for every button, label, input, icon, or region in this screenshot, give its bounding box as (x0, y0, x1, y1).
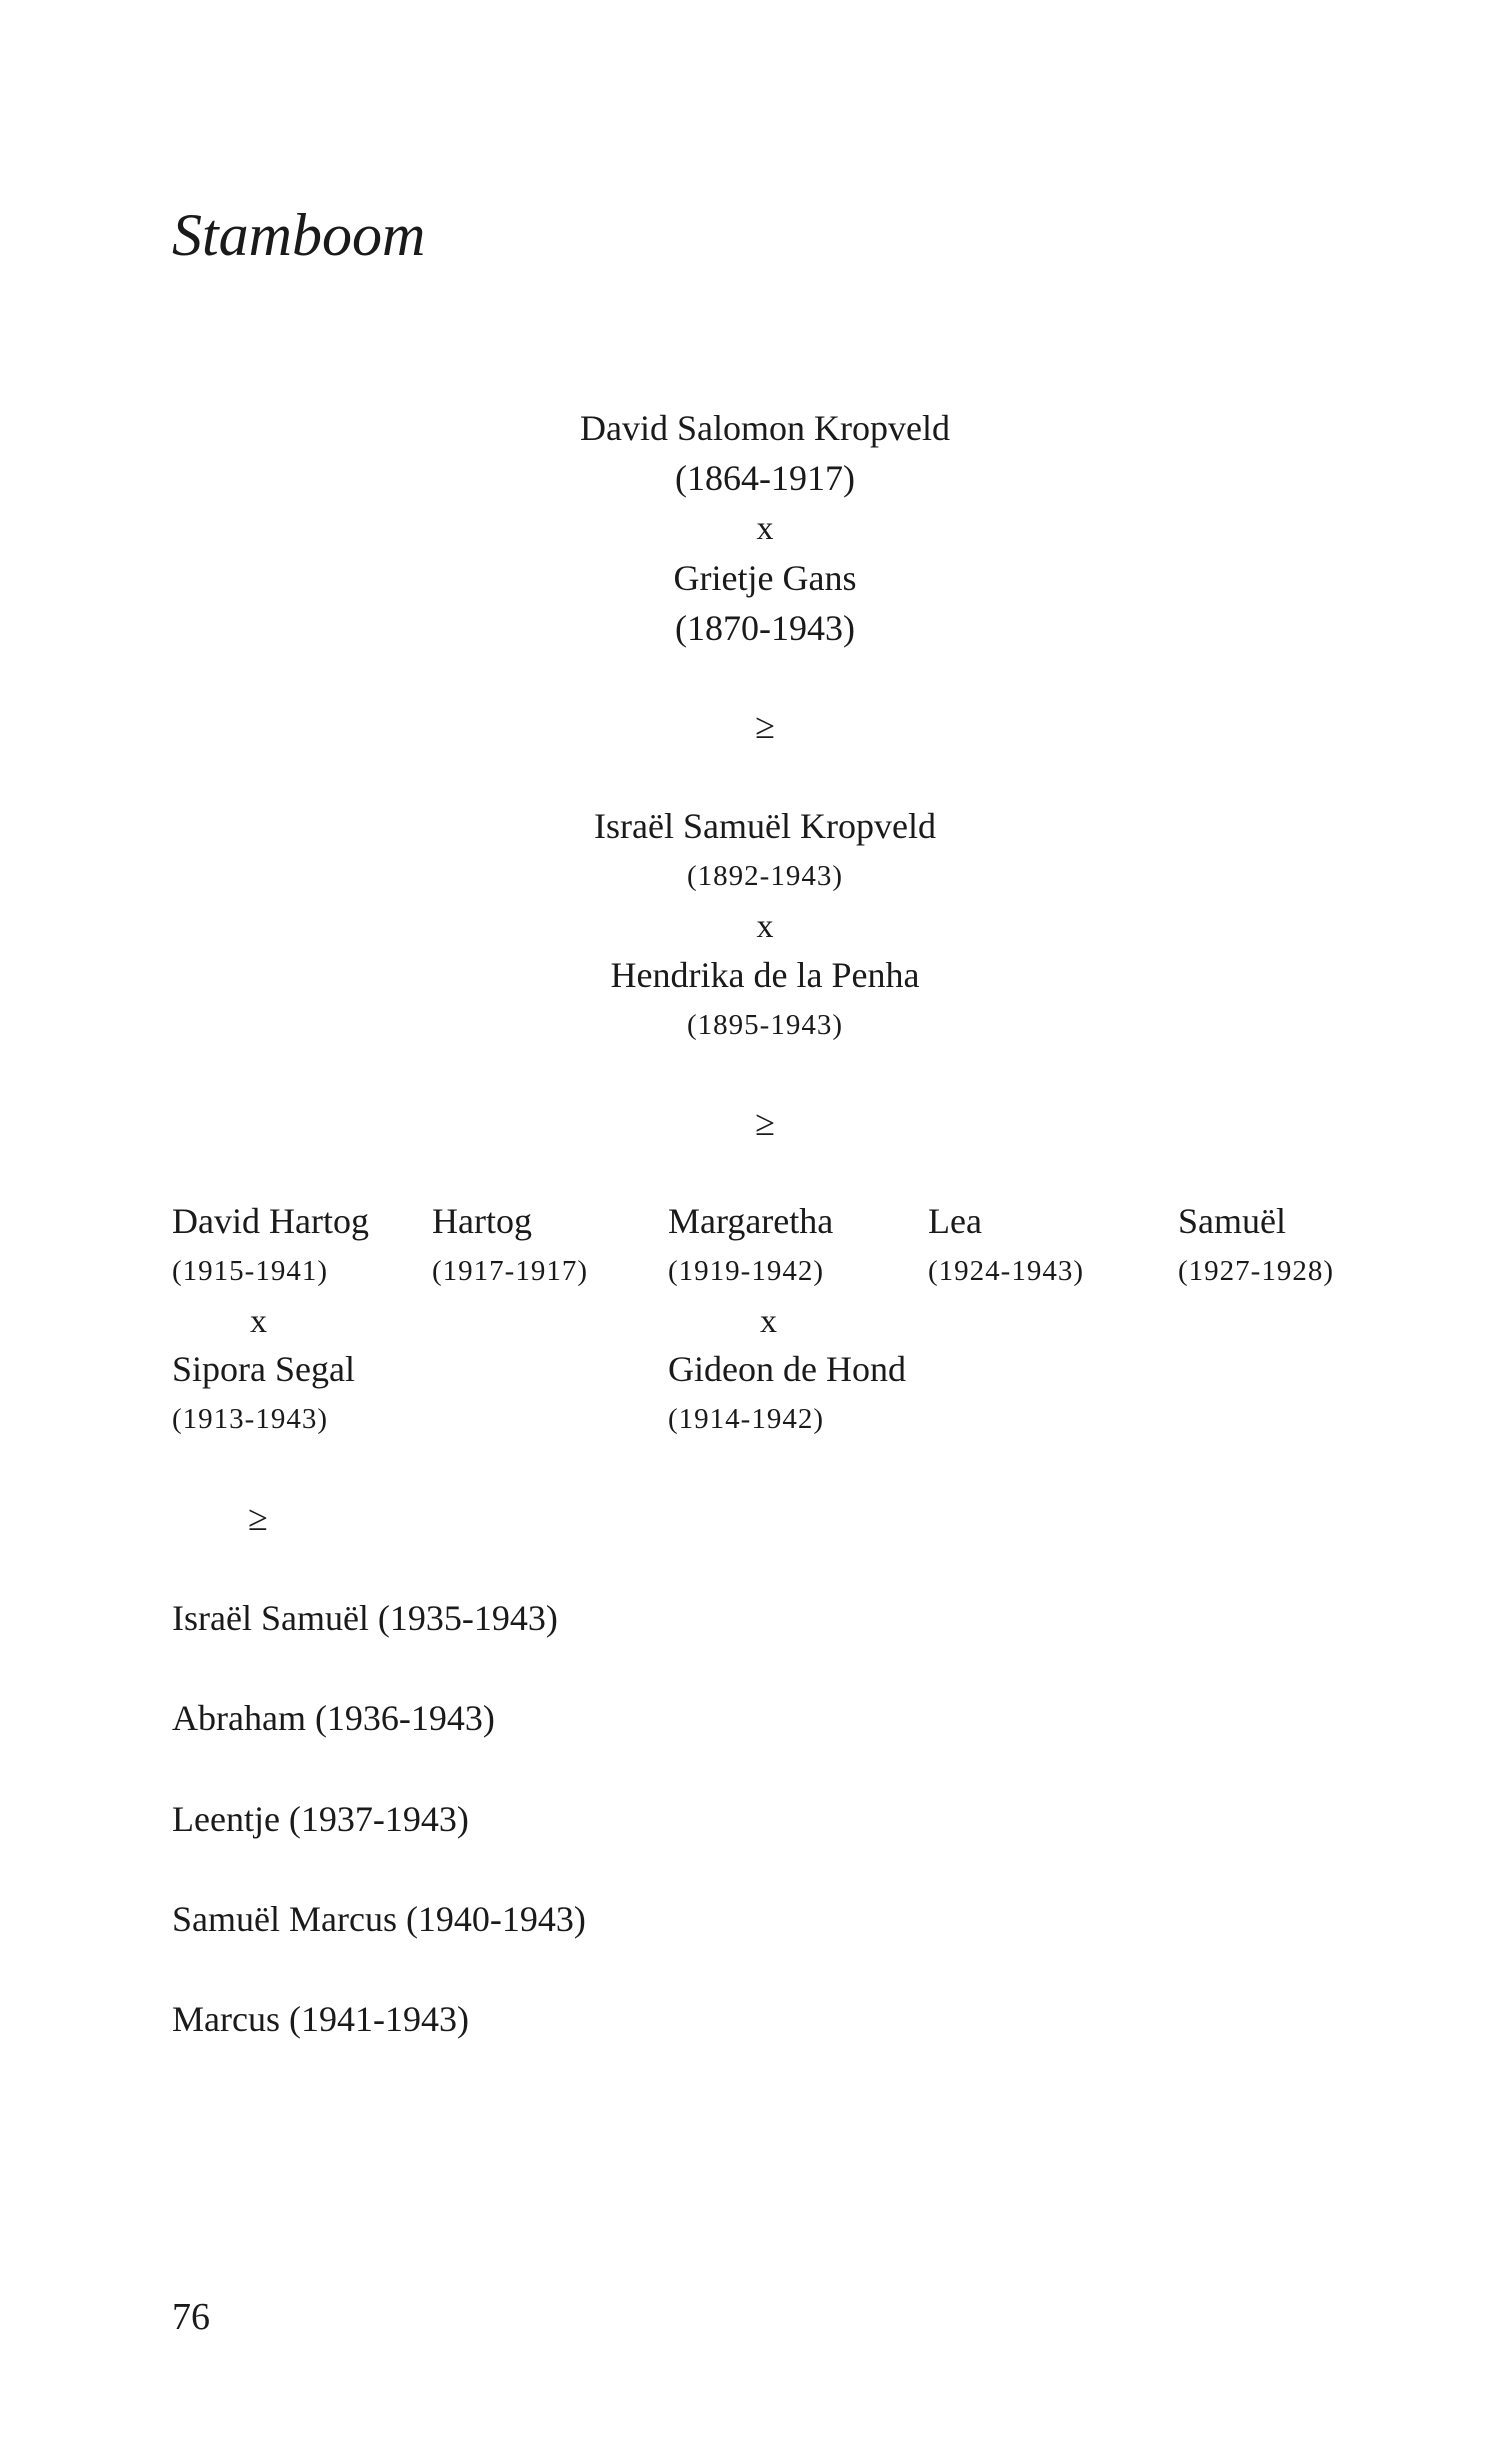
gen4-child-4: Samuël Marcus (1940-1943) (172, 1899, 586, 1939)
gen4-child-2: Abraham (1936-1943) (172, 1698, 495, 1738)
gen3-child-4-dates: (1924-1943) (928, 1255, 1084, 1287)
gen3-child-1-marriage: x (250, 1303, 267, 1340)
gen4-child-3: Leentje (1937-1943) (172, 1799, 469, 1839)
gen3-child-1-dates: (1915-1941) (172, 1255, 328, 1287)
gen3-child-1-spouse-name: Sipora Segal (172, 1349, 355, 1389)
gen3-child-3-dates: (1919-1942) (668, 1255, 824, 1287)
gen3-child-5-name: Samuël (1178, 1201, 1286, 1241)
descent-symbol-2: ≥ (755, 1103, 775, 1143)
gen1-person1-name: David Salomon Kropveld (580, 408, 950, 448)
gen1-person1-dates: (1864-1917) (675, 458, 855, 498)
gen3-child-2-dates: (1917-1917) (432, 1255, 588, 1287)
gen3-child-3-spouse-name: Gideon de Hond (668, 1349, 906, 1389)
gen3-child-4-name: Lea (928, 1201, 982, 1241)
gen3-child-2-name: Hartog (432, 1201, 532, 1241)
page-number: 76 (172, 2296, 210, 2338)
gen2-person2-name: Hendrika de la Penha (610, 955, 920, 995)
gen2-person1-name: Israël Samuël Kropveld (594, 806, 936, 846)
descent-symbol-3: ≥ (248, 1498, 268, 1538)
gen3-child-1-spouse-dates: (1913-1943) (172, 1403, 328, 1435)
gen1-person2-dates: (1870-1943) (675, 608, 855, 648)
descent-symbol-1: ≥ (755, 706, 775, 746)
gen1-marriage-symbol: x (756, 510, 774, 547)
gen1-person2-name: Grietje Gans (673, 558, 857, 598)
gen4-child-5: Marcus (1941-1943) (172, 1999, 469, 2039)
gen3-child-3-spouse-dates: (1914-1942) (668, 1403, 824, 1435)
gen4-child-1: Israël Samuël (1935-1943) (172, 1598, 558, 1638)
gen3-child-3-marriage: x (760, 1303, 777, 1340)
gen3-child-1-name: David Hartog (172, 1201, 369, 1241)
gen2-person2-dates: (1895-1943) (687, 1009, 843, 1041)
gen3-child-5-dates: (1927-1928) (1178, 1255, 1334, 1287)
page-title: Stamboom (172, 202, 426, 268)
gen2-person1-dates: (1892-1943) (687, 860, 843, 892)
gen3-child-3-name: Margaretha (668, 1201, 834, 1241)
gen2-marriage-symbol: x (756, 908, 774, 945)
